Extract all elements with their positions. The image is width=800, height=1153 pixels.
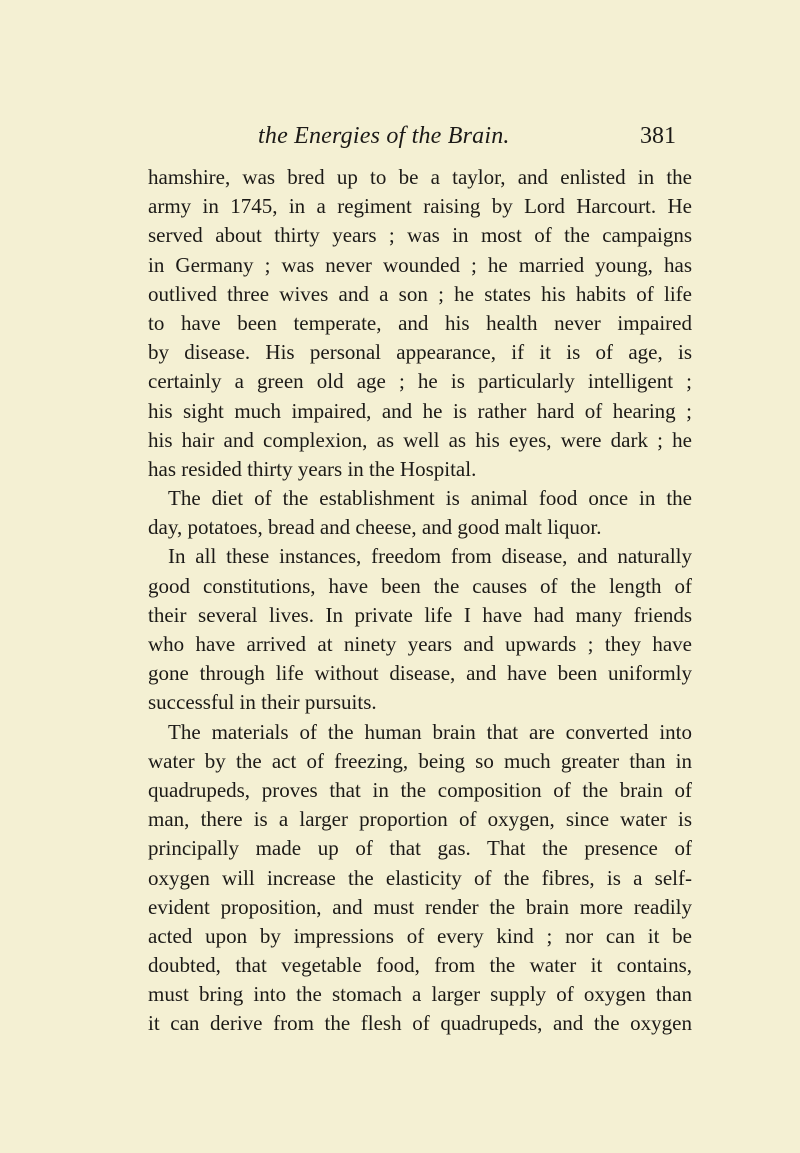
- text-line: In all these instances, freedom from disease, and naturally: [168, 544, 692, 569]
- text-line: evident proposition, and must render the brain more readily: [148, 894, 692, 919]
- text-line: who have arrived at ninety years and upwards ; they have: [148, 632, 692, 656]
- text-line: good constitutions, have been the causes of the length of: [148, 573, 692, 598]
- text-line: has resided thirty years in the Hospital.: [148, 456, 477, 481]
- text-line: his hair and complexion, as well as his eyes, were dark ; he: [148, 427, 692, 452]
- text-line: their several lives. In private life I have had many friends: [148, 602, 692, 627]
- text-line: army in 1745, in a regiment raising by Lord Harcourt. He: [148, 194, 692, 219]
- text-line: served about thirty years ; was in most of the campaigns: [148, 223, 692, 248]
- text-line: by disease. His personal appearance, if it is of age, is: [148, 340, 692, 365]
- text-line: outlived three wives and a son ; he states his habits of life: [148, 281, 692, 306]
- text-line: hamshire, was bred up to be a taylor, and enlisted in the: [148, 165, 692, 189]
- text-line: water by the act of freezing, being so much greater than in: [148, 748, 692, 773]
- text-line: in Germany ; was never wounded ; he married young, has: [148, 252, 692, 277]
- text-line: quadrupeds, proves that in the composition of the brain of: [148, 777, 692, 802]
- text-line: certainly a green old age ; he is particularly intelligent ;: [148, 369, 692, 394]
- text-line: gone through life without disease, and have been uniformly: [148, 661, 692, 686]
- text-line: day, potatoes, bread and cheese, and good malt liquor.: [148, 515, 602, 540]
- text-line: oxygen will increase the elasticity of the fibres, is a self-: [148, 865, 692, 890]
- running-head: [0, 116, 800, 156]
- page-number: 381: [640, 123, 676, 149]
- text-line: principally made up of that gas. That the presence of: [148, 836, 692, 861]
- body-text: [148, 163, 692, 1039]
- text-line: his sight much impaired, and he is rather hard of hearing ;: [148, 398, 692, 423]
- text-line: to have been temperate, and his health never impaired: [148, 310, 692, 335]
- text-line: man, there is a larger proportion of oxygen, since water is: [148, 807, 692, 832]
- text-line: successful in their pursuits.: [148, 690, 377, 715]
- text-line: acted upon by impressions of every kind ; nor can it be: [148, 923, 692, 948]
- text-line: The diet of the establishment is animal food once in the: [168, 486, 692, 511]
- text-line: must bring into the stomach a larger supply of oxygen than: [148, 982, 692, 1007]
- text-line: it can derive from the flesh of quadrupeds, and the oxygen: [148, 1011, 692, 1036]
- text-line: The materials of the human brain that are converted into: [168, 719, 692, 744]
- running-title: the Energies of the Brain.: [258, 123, 510, 149]
- text-line: doubted, that vegetable food, from the water it contains,: [148, 953, 692, 978]
